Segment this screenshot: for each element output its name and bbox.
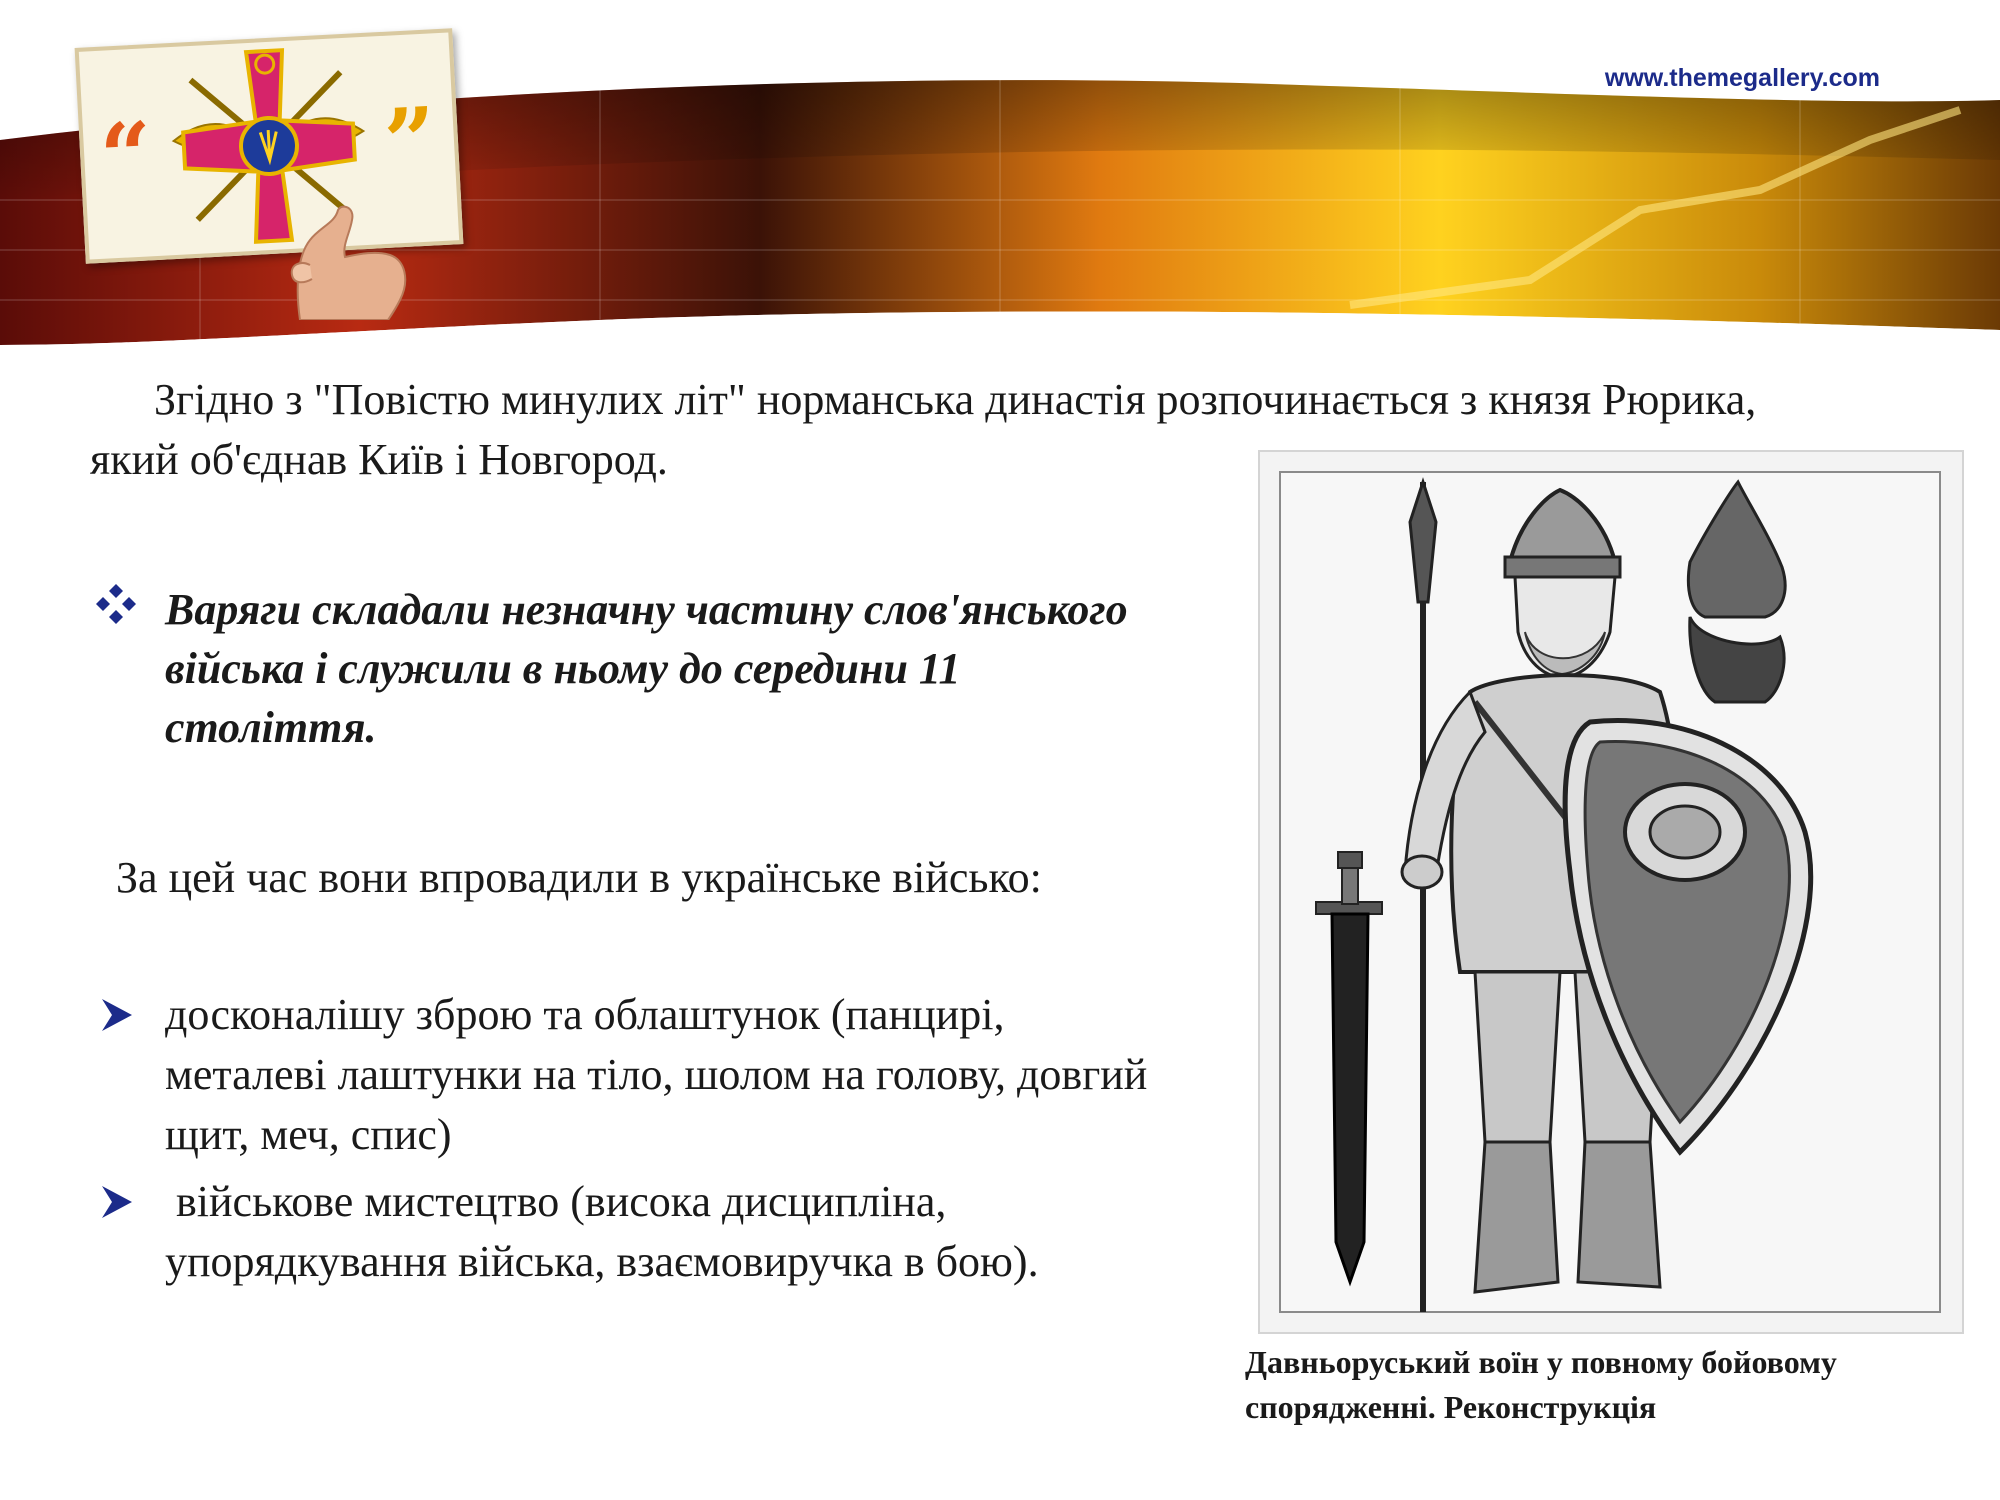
- figure-caption: Давньоруський воїн у повному бойовому спорядженні. Реконструкція: [1245, 1344, 1837, 1425]
- list-item: військове мистецтво (висока дисципліна, упорядкування війська, взаємовиручка в бою).: [165, 1177, 1039, 1286]
- list-item: досконалішу зброю та облаштунок (панцирі, металеві лаштунки на тіло, шолом на голову, довгий щит, меч, спис): [165, 990, 1148, 1159]
- introduction-paragraph: [92, 848, 1122, 908]
- intro2-text: За цей час вони впровадили в українське військо:: [116, 853, 1042, 902]
- warrior-illustration: [1258, 450, 1964, 1334]
- hand-icon: [280, 205, 420, 320]
- site-url[interactable]: www.themegallery.com: [1604, 64, 1880, 92]
- right-quote-mark: ”: [381, 87, 439, 196]
- arrow-bullet-icon: [96, 995, 136, 1035]
- warrior-drawing: [1260, 452, 1962, 1332]
- arrow-bullet-icon: [96, 1182, 136, 1222]
- highlight-statement: Варяги складали незначну частину слов'янського війська і служили в ньому до середини 11 століття.: [165, 585, 1128, 752]
- diamond-bullet-icon: [94, 582, 138, 626]
- intro-text: Згідно з "Повістю минулих літ" норманська династія розпочинається з князя Рюрика, який об'єднав Київ і Новгород.: [90, 375, 1757, 484]
- left-quote-mark: “: [97, 102, 155, 211]
